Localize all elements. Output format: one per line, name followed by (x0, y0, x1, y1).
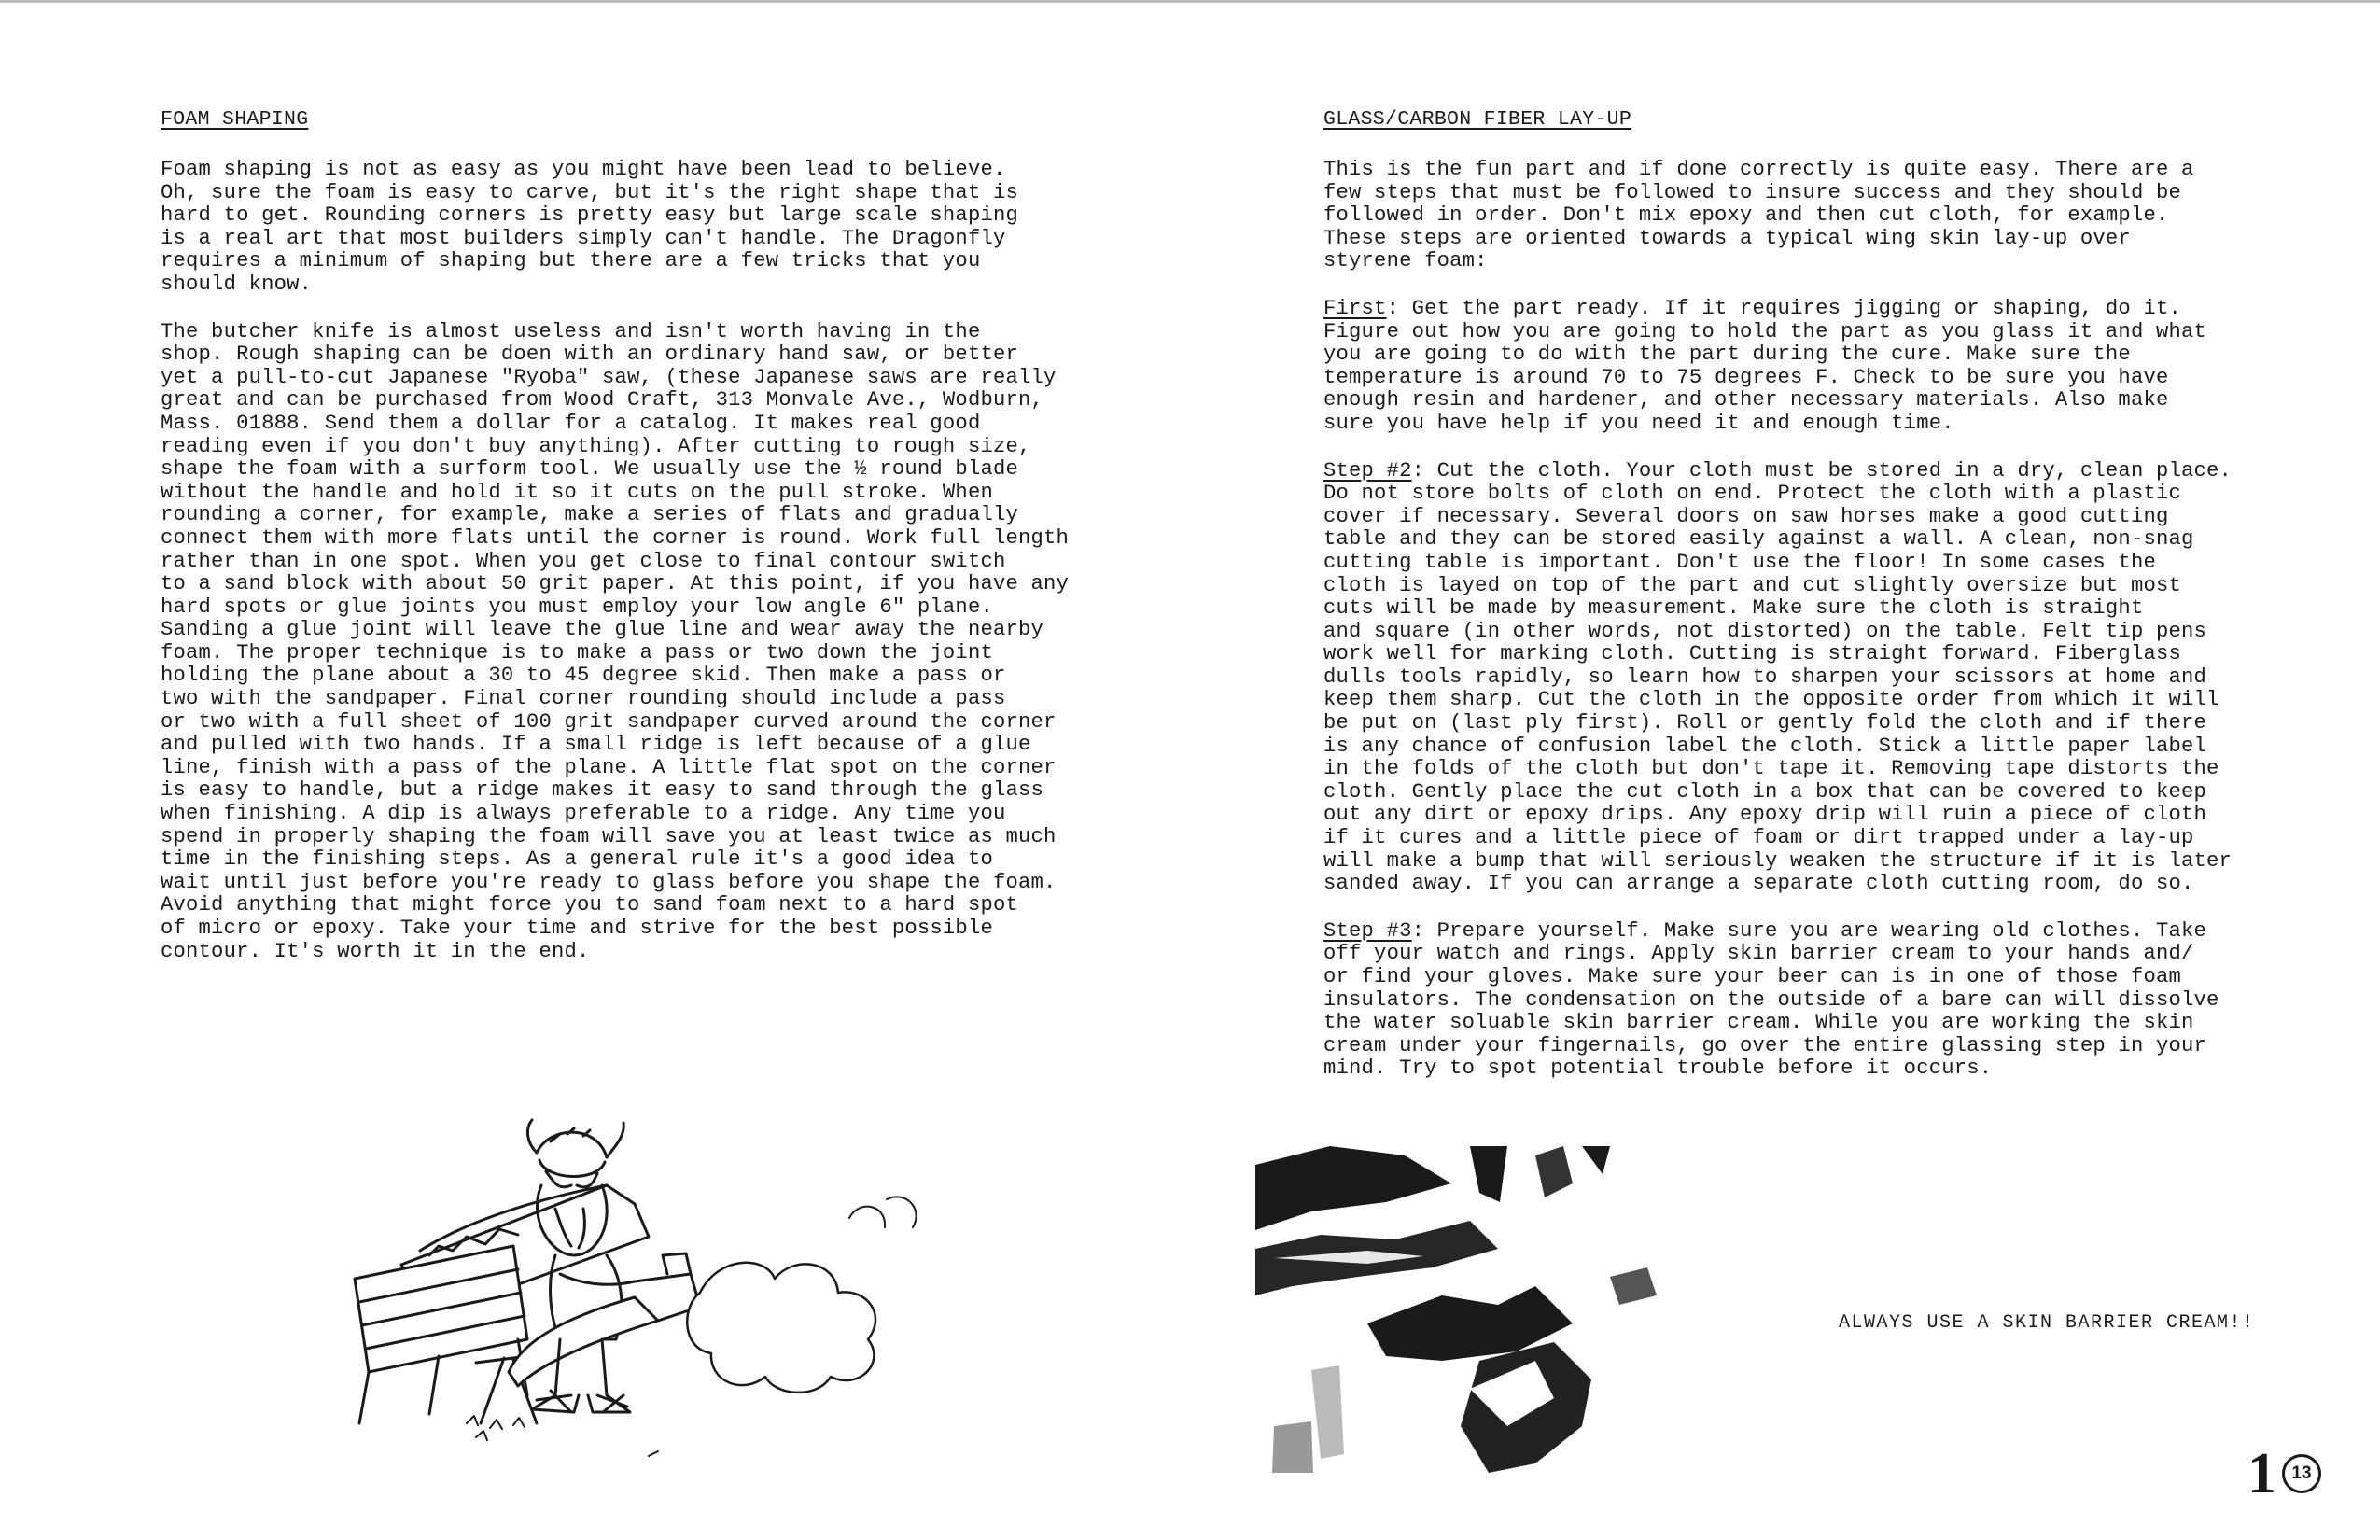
step-text: : Cut the cloth. Your cloth must be stored in a dry, clean place. Do not store bolts of cloth on end. Protect the cloth with a plastic cover if necessary. Several doors on saw horses make a good cutting table and they can be stored easily against a wall. A clean, non-snag cutting table is important. Don't use the floor! In some cases the cloth is layed on top of the part and cut slightly oversize but most cuts will be made by measurement. Make sure the cloth is straight and square (in other words, not distorted) on the table. Felt tip pens work well for marking cloth. Cutting is straight forward. Fiberglass dulls tools rapidly, so learn how to sharpen your scissors at home and keep them sharp. Cut the cloth in the opposite order from which it will be put on (last ply first). Roll or gently fold the cloth and if there is any chance of confusion label the cloth. Stick a little paper label in the folds of the cloth but don't tape it. Removing tape distorts the cloth. Gently place the cut cloth in a box that can be covered to keep out any dirt or epoxy drips. Any epoxy drip will ruin a piece of cloth if it cures and a little piece of foam or dirt trapped under a lay-up will make a bump that will seriously weaken the structure if it is later sanded away. If you can arrange a separate cloth cutting room, do so. (1323, 458, 2233, 896)
left-column (161, 108, 1225, 987)
layup-step-first (1323, 298, 2359, 436)
layup-step-2 (1323, 460, 2359, 896)
right-column (1323, 108, 2359, 1105)
foam-shaping-heading: FOAM SHAPING (161, 108, 309, 131)
step-text: : Get the part ready. If it requires jigging or shaping, do it. Figure out how you are going to hold the part as you glass it and what you are going to do with the part during the cure. Make sure the temperature is around 70 to 75 degrees F. Check to be sure you have enough resin and hardener, and other necessary materials. Also make sure you have help if you need it and enough time. (1323, 296, 2207, 435)
foam-shaping-paragraph-1: Foam shaping is not as easy as you might have been lead to believe. Oh, sure the foam is easy to carve, but it's the right shape that is hard to get. Rounding corners is pretty easy but large scale shaping is a real art that most builders simply can't handle. The Dragonfly requires a minimum of shaping but there are a few tricks that you should know. (161, 158, 1018, 296)
page-number-circled: 13 (2282, 1454, 2321, 1493)
glassing-photo (1255, 1146, 1694, 1473)
layup-step-3 (1323, 920, 2359, 1081)
step-text: : Prepare yourself. Make sure you are wearing old clothes. Take off your watch and rings. Apply skin barrier cream to your hands and/ or find your gloves. Make sure your beer can is in one of those foam insulators. The condensation on the outside of a bare can will dissolve the water soluable skin barrier cream. While you are working the skin cream under your fingernails, go over the entire glassing step in your mind. Try to spot potential trouble before it occurs. (1323, 918, 2219, 1081)
step-lead: First (1323, 296, 1387, 320)
layup-intro-paragraph: This is the fun part and if done correctly is quite easy. There are a few steps that must be followed to insure success and they should be followed in order. Don't mix epoxy and then cut cloth, for example. These steps are oriented towards a typical wing skin lay-up over styrene foam: (1323, 158, 2194, 273)
step-lead: Step #2 (1323, 458, 1412, 483)
step-lead: Step #3 (1323, 918, 1412, 943)
page-number-main: 1 (2247, 1442, 2276, 1505)
page-number (2247, 1442, 2321, 1505)
page-top-edge (0, 0, 2380, 3)
skin-barrier-caption: ALWAYS USE A SKIN BARRIER CREAM!! (1839, 1312, 2255, 1334)
foam-shaping-paragraph-2: The butcher knife is almost useless and isn't worth having in the shop. Rough shaping can be doen with an ordinary hand saw, or better yet a pull-to-cut Japanese "Ryoba" saw, (these Japanese saws are really great and can be purchased from Wood Craft, 313 Monvale Ave., Wodburn, Mass. 01888. Send them a dollar for a catalog. It makes real good reading even if you don't buy anything). After cutting to rough size, shape the foam with a surform tool. We usually use the ½ round blade without the handle and hold it so it cuts on the pull stroke. When rounding a corner, for example, make a series of flats and gradually connect them with more flats until the corner is round. Work full length rather than in one spot. When you get close to final contour switch to a sand block with about 50 grit paper. At this point, if you have any hard spots or glue joints you must employ your low angle 6" plane. Sanding a glue joint will leave the glue line and wear away the nearby foam. The proper technique is to make a pass or two down the joint holding the plane about a 30 to 45 degree skid. Then make a pass or two with the sandpaper. Final corner rounding should include a pass or two with a full sheet of 100 grit sandpaper curved around the corner and pulled with two hands. If a small ridge is left because of a glue line, finish with a pass of the plane. A little flat spot on the corner is easy to handle, but a ridge makes it easy to sand through the glass when finishing. A dip is always preferable to a ridge. Any time you spend in properly shaping the foam will save you at least twice as much time in the finishing steps. As a general rule it's a good idea to wait until just before you're ready to glass before you shape the foam. Avoid anything that might force you to sand foam next to a hard spot of micro or epoxy. Take your time and strive for the best possible contour. It's worth it in the end. (161, 319, 1070, 963)
glass-carbon-heading: GLASS/CARBON FIBER LAY-UP (1323, 108, 1632, 131)
viking-chainsaw-illustration (327, 1115, 971, 1489)
